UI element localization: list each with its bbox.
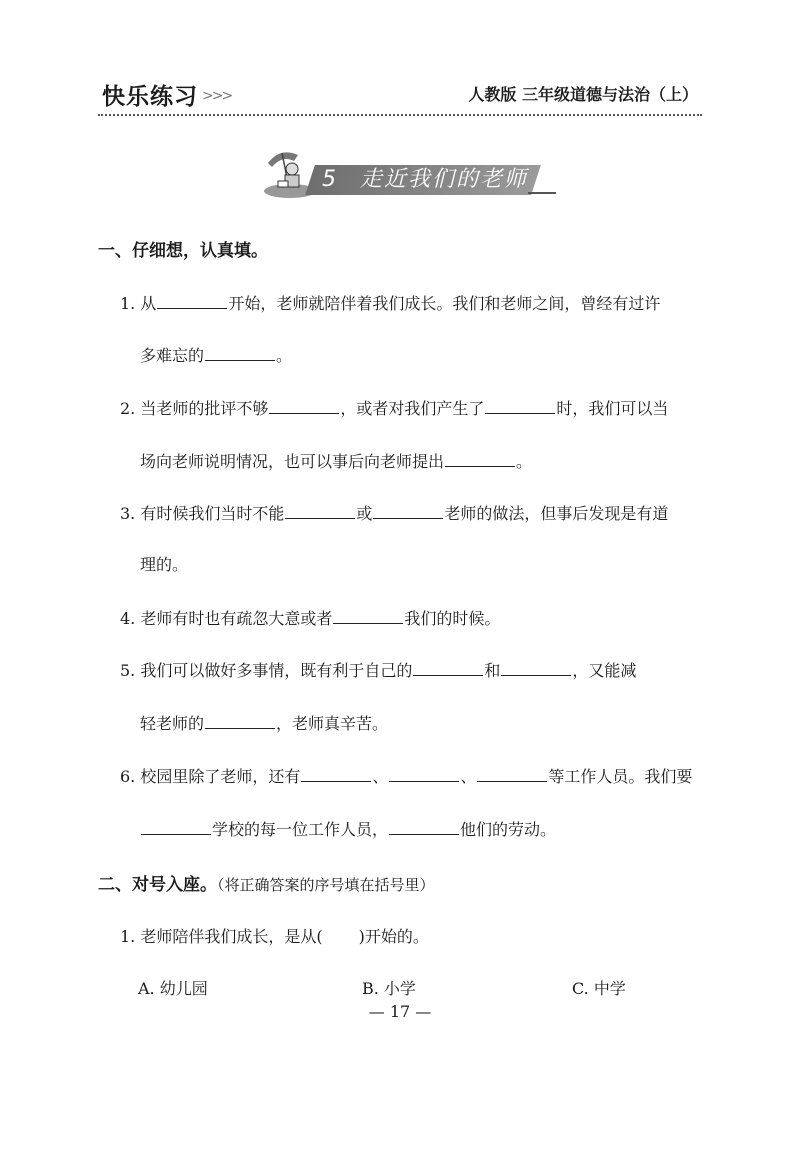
question-5: 5. 我们可以做好多事情，既有利于自己的 和 ，又能减 bbox=[120, 657, 700, 684]
option-b[interactable]: B. 小学 bbox=[362, 979, 416, 998]
section-2-title: 二、对号入座。（将正确答案的序号填在括号里） bbox=[98, 875, 435, 895]
question-2: 2. 当老师的批评不够 ，或者对我们产生了 时，我们可以当 bbox=[120, 395, 700, 422]
blank[interactable] bbox=[373, 500, 443, 519]
blank[interactable] bbox=[445, 448, 515, 467]
book-info: 人教版 三年级道德与法治（上） bbox=[468, 85, 698, 104]
blank[interactable] bbox=[333, 605, 403, 624]
title-underline bbox=[528, 192, 556, 194]
mc-question-1: 1. 老师陪伴我们成长，是从( )开始的。 bbox=[120, 927, 429, 946]
brand-title: 快乐练习 bbox=[102, 84, 198, 110]
blank[interactable] bbox=[285, 500, 355, 519]
section-2-note: （将正确答案的序号填在括号里） bbox=[217, 876, 435, 894]
question-4: 4. 老师有时也有疏忽大意或者 我们的时候。 bbox=[120, 605, 700, 632]
blank[interactable] bbox=[205, 342, 275, 361]
blank[interactable] bbox=[205, 710, 275, 729]
question-3-cont: 理的。 bbox=[140, 555, 189, 574]
blank[interactable] bbox=[501, 657, 571, 676]
blank[interactable] bbox=[301, 763, 371, 782]
question-5-cont: 轻老师的 ，老师真辛苦。 bbox=[140, 710, 720, 737]
question-3: 3. 有时候我们当时不能 或 老师的做法，但事后发现是有道 bbox=[120, 500, 700, 527]
blank[interactable] bbox=[389, 763, 459, 782]
blank[interactable] bbox=[413, 657, 483, 676]
blank[interactable] bbox=[157, 290, 227, 309]
question-6: 6. 校园里除了老师，还有 、 、 等工作人员。我们要 bbox=[120, 763, 700, 790]
question-1-cont: 多难忘的 。 bbox=[140, 342, 720, 369]
blank[interactable] bbox=[389, 816, 459, 835]
lesson-title bbox=[258, 145, 558, 203]
blank[interactable] bbox=[485, 395, 555, 414]
question-2-cont: 场向老师说明情况，也可以事后向老师提出 。 bbox=[140, 448, 720, 475]
question-6-cont: 学校的每一位工作人员， 他们的劳动。 bbox=[140, 816, 720, 843]
page-number: — 17 — bbox=[368, 1002, 432, 1021]
section-1-title: 一、仔细想，认真填。 bbox=[98, 241, 268, 261]
option-c[interactable]: C. 中学 bbox=[572, 979, 626, 998]
blank[interactable] bbox=[269, 395, 339, 414]
page-header bbox=[98, 72, 702, 116]
blank[interactable] bbox=[141, 816, 211, 835]
option-a[interactable]: A. 幼儿园 bbox=[138, 979, 208, 998]
question-1: 1. 从 开始，老师就陪伴着我们成长。我们和老师之间，曾经有过许 bbox=[120, 290, 700, 317]
lesson-title-text: 走近我们的老师 bbox=[360, 167, 529, 192]
arrows-icon: >>> bbox=[202, 88, 232, 104]
blank[interactable] bbox=[477, 763, 547, 782]
lesson-number: 5 bbox=[322, 167, 338, 192]
